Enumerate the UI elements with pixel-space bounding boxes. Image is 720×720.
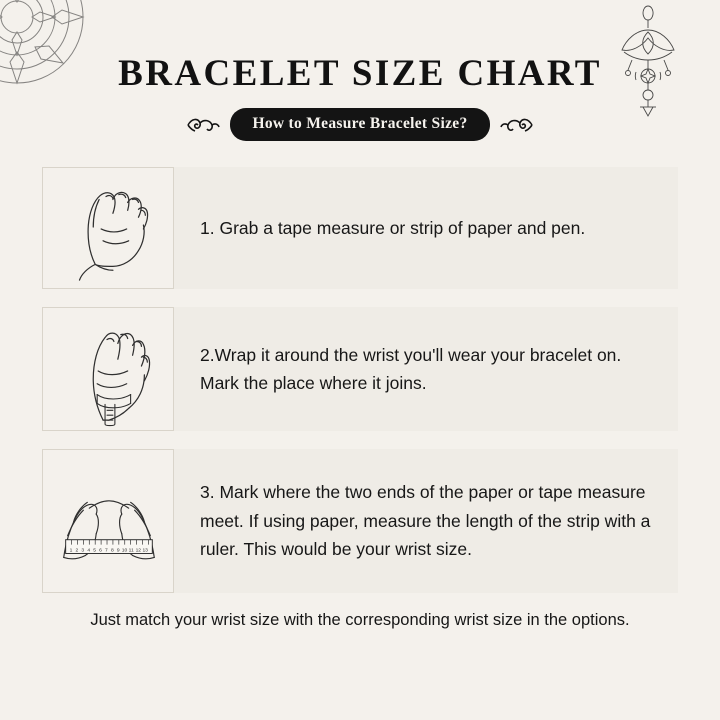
- subtitle-row: [0, 108, 720, 141]
- list-item: [42, 167, 678, 289]
- svg-text:12: 12: [135, 548, 142, 554]
- svg-text:6: 6: [99, 548, 102, 554]
- ornament-flourish-right-icon: [500, 114, 534, 136]
- svg-text:5: 5: [93, 548, 96, 554]
- svg-text:8: 8: [110, 548, 114, 554]
- step-text: 2.Wrap it around the wrist you'll wear your bracelet on. Mark the place where it joins.: [200, 344, 622, 393]
- subtitle-badge: How to Measure Bracelet Size?: [230, 108, 489, 141]
- fist-hand-line-art-icon: [42, 167, 174, 289]
- svg-text:13: 13: [142, 548, 148, 554]
- step-text: 3. Mark where the two ends of the paper or tape measure meet. If using paper, measure the length of the strip with a ruler. This would be your wrist size.: [200, 482, 651, 560]
- step-text: 1. Grab a tape measure or strip of paper and pen.: [200, 217, 586, 238]
- svg-text:4: 4: [87, 548, 91, 554]
- hand-with-tape-measure-line-art-icon: [42, 307, 174, 431]
- svg-text:10: 10: [121, 548, 128, 554]
- svg-text:2: 2: [75, 548, 79, 554]
- svg-text:7: 7: [105, 548, 108, 554]
- list-item: [42, 307, 678, 431]
- svg-text:9: 9: [116, 548, 120, 554]
- ornament-flourish-left-icon: [186, 114, 220, 136]
- svg-text:11: 11: [128, 548, 134, 554]
- hands-measuring-with-ruler-line-art-icon: [42, 449, 174, 593]
- svg-text:3: 3: [81, 548, 85, 554]
- steps-list: [0, 167, 720, 593]
- svg-text:1: 1: [69, 548, 73, 554]
- list-item: [42, 449, 678, 593]
- footer-note: Just match your wrist size with the corresponding wrist size in the options.: [90, 611, 630, 629]
- page-title: BRACELET SIZE CHART: [118, 53, 602, 94]
